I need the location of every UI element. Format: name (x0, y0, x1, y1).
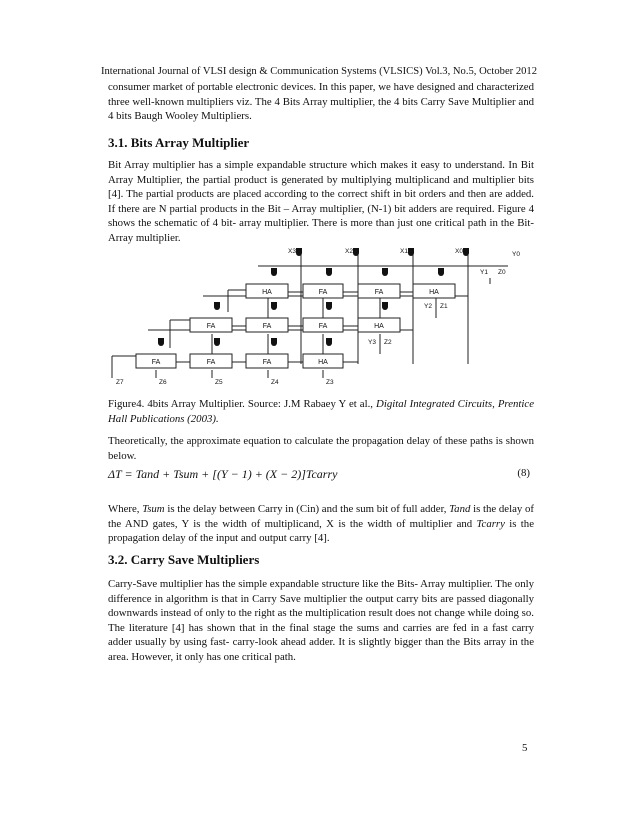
adder-label: HA (262, 289, 272, 296)
z-output-label: Z4 (271, 379, 279, 386)
section-3-1-paragraph: Bit Array multiplier has a simple expandable structure which makes it easy to understand. In Bit Array Multiplier, the partial product is generated by multiplying multiplicand and multiplier bits [4]. The partial products are placed according to the correct shift in bit orders and then are added. If there are N partial products in the Bit – Array multiplier, (N-1) bit adders are required. Figure 4 shows the schematic of 4 bit- array multiplier. There is more than just one critical path in the Bit-Array multiplier. (108, 159, 534, 244)
z-output-label: Z3 (326, 379, 334, 386)
equation-number: (8) (517, 467, 530, 479)
adder-label: FA (374, 289, 384, 296)
array-multiplier-figure (108, 244, 534, 392)
z-output-label: Z6 (159, 379, 167, 386)
and-gate-icon (271, 338, 277, 346)
y-label: Y3 (368, 339, 376, 346)
z-output-label: Z0 (498, 269, 506, 276)
where-text-3: is the delay of the AND gates, Y is the width of multiplicand, X is the width of multiplier and (108, 503, 534, 530)
page-number: 5 (522, 742, 528, 754)
and-gate-icon (326, 268, 332, 276)
figure-caption-source: Digital Integrated Circuits, Prentice Hall Publications (2003). (108, 398, 534, 425)
and-gate-icon (214, 338, 220, 346)
where-paragraph (108, 502, 534, 546)
equation-body: ΔT = Tand + Tsum + [(Y − 1) + (X − 2)]Tcarry (108, 467, 338, 481)
z-output-label: Z2 (384, 339, 392, 346)
x-input-label: X1 (400, 248, 408, 255)
where-text-2: is the delay between Carry in (Cin) and the sum bit of full adder, (164, 503, 450, 515)
z-output-label: Z1 (440, 303, 448, 310)
tcarry-symbol: Tcarry (476, 517, 505, 530)
y-label: Y2 (424, 303, 432, 310)
theory-paragraph: Theoretically, the approximate equation to calculate the propagation delay of these paths is shown below. (108, 435, 534, 462)
figure-caption-main: Figure4. 4bits Array Multiplier. Source: J.M Rabaey Y et al., (108, 398, 377, 410)
figure-caption (108, 397, 534, 426)
adder-label: HA (318, 359, 328, 366)
y-label: Y0 (512, 251, 520, 258)
and-gate-icon (271, 302, 277, 310)
intro-paragraph: consumer market of portable electronic devices. In this paper, we have designed and characterized three well-known multipliers viz. The 4 Bits Array multiplier, the 4 bits Carry Save Multiplier and 4 bits Baugh Wooley Multipliers. (108, 81, 534, 123)
and-gate-icon (382, 302, 388, 310)
and-gate-icon (326, 338, 332, 346)
tsum-symbol: Tsum (142, 503, 165, 515)
and-gate-icon (438, 268, 444, 276)
tand-symbol: Tand (449, 503, 471, 515)
adder-label: HA (374, 323, 384, 330)
section-3-2-paragraph: Carry-Save multiplier has the simple expandable structure like the Bits- Array multiplier. The only difference in algorithm is that in Carry Save multiplier the output carry bits are passed diagonally downwards instead of only to the right as the multiplication result does not change while doing so. The literature [4] has shown that in the final stage the sums and carries are fed in a fast carry adder usually by using fast- carry-look ahead adder. It is slightly bigger than the Bits array in the area. However, it only has one critical path. (108, 578, 534, 663)
z-output-label: Z7 (116, 379, 124, 386)
x-input-label: X3 (288, 248, 296, 255)
and-gate-icon (463, 248, 469, 256)
and-gate-icon (271, 268, 277, 276)
adder-label: FA (318, 289, 328, 296)
x-input-label: X0 (455, 248, 463, 255)
adder-label: FA (318, 323, 328, 330)
journal-header: International Journal of VLSI design & Communication Systems (VLSICS) Vol.3, No.5, October 2012 (100, 66, 538, 77)
delay-equation (108, 467, 534, 485)
and-gate-icon (382, 268, 388, 276)
adder-label: FA (262, 323, 272, 330)
section-3-1-heading: 3.1. Bits Array Multiplier (108, 135, 250, 150)
and-gate-icon (214, 302, 220, 310)
where-text-1: Where, (108, 503, 143, 515)
section-3-2-heading: 3.2. Carry Save Multipliers (108, 552, 260, 567)
adder-label: HA (429, 289, 439, 296)
z-output-label: Z5 (215, 379, 223, 386)
and-gate-icon (353, 248, 359, 256)
adder-label: FA (151, 359, 161, 366)
adder-label: FA (206, 323, 216, 330)
y-label: Y1 (480, 269, 488, 276)
x-input-label: X2 (345, 248, 353, 255)
and-gate-icon (296, 248, 302, 256)
adder-label: FA (262, 359, 272, 366)
and-gate-icon (326, 302, 332, 310)
adder-label: FA (206, 359, 216, 366)
where-text-4: is the propagation delay of the input and output carry [4]. (108, 517, 534, 545)
and-gate-icon (158, 338, 164, 346)
and-gate-icon (408, 248, 414, 256)
